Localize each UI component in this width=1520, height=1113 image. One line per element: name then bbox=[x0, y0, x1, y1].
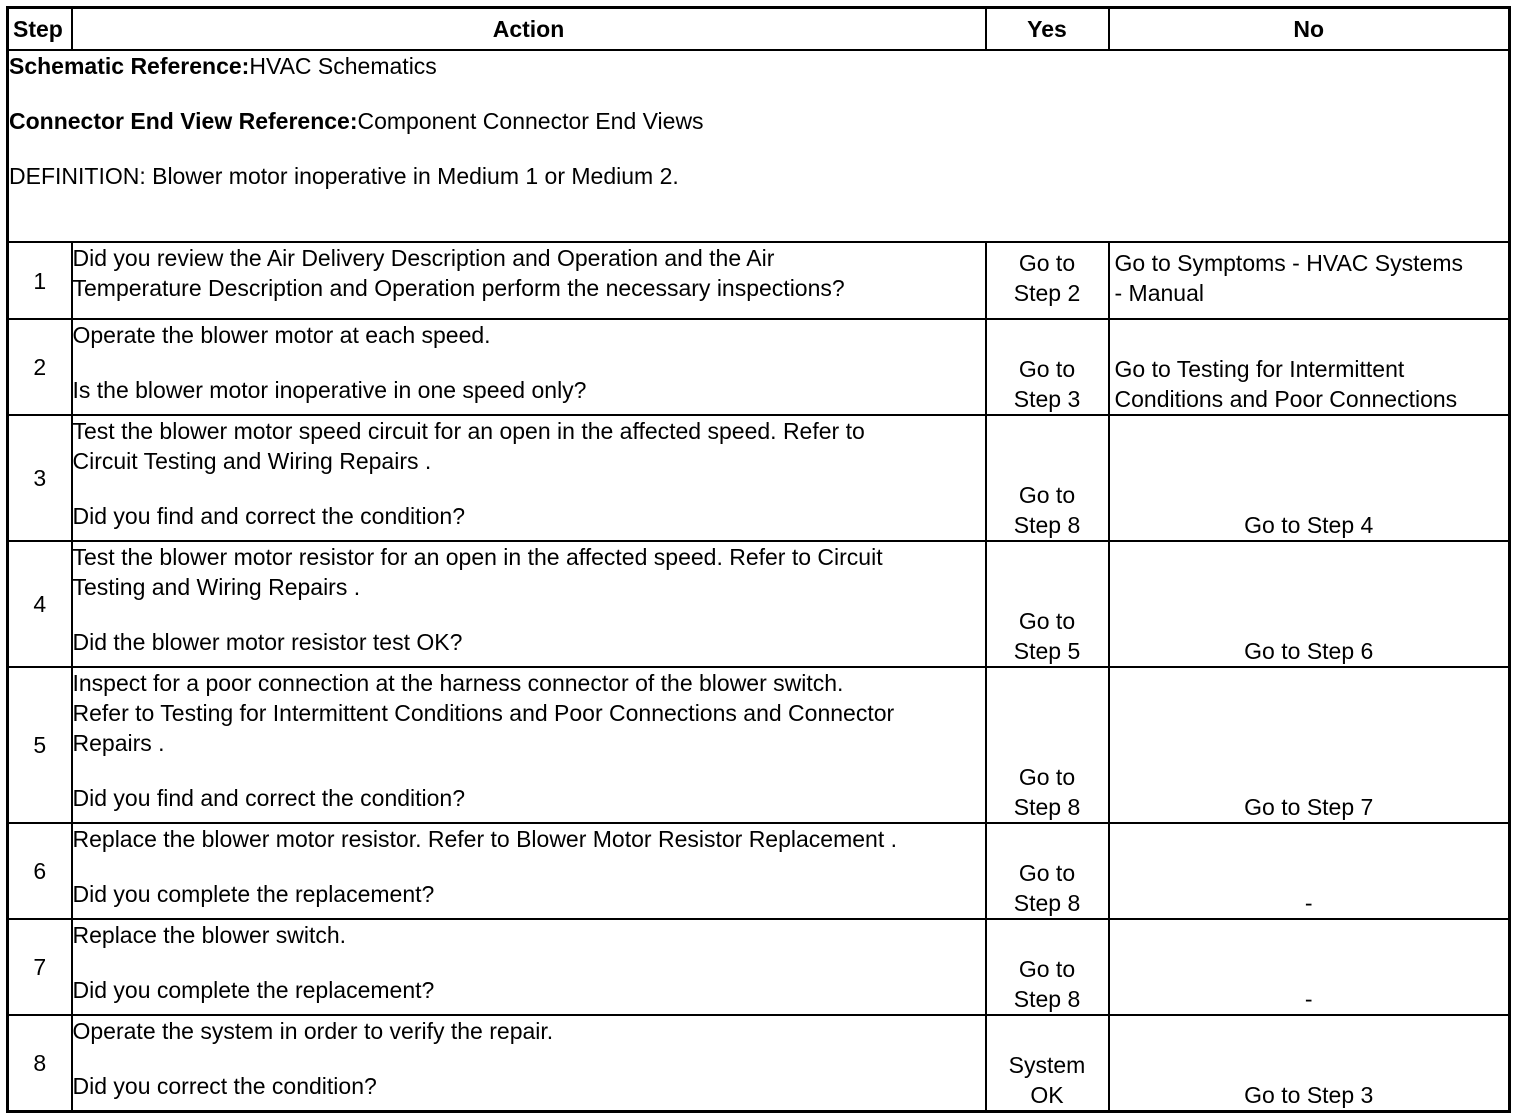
step-number: 3 bbox=[8, 415, 72, 541]
yes-result-line: Go to bbox=[1018, 860, 1076, 886]
no-result[interactable]: Go to Step 3 bbox=[1109, 1015, 1510, 1112]
action-text: Operate the blower motor at each speed. bbox=[72, 322, 491, 348]
action-question: Did you find and correct the condition? bbox=[72, 503, 466, 529]
step-row bbox=[8, 919, 1510, 1015]
yes-result-line: Go to bbox=[1018, 608, 1076, 634]
yes-result-line: Step 8 bbox=[1013, 512, 1081, 538]
step-number: 8 bbox=[8, 1015, 72, 1112]
step-number: 1 bbox=[8, 242, 72, 319]
yes-result-line: Step 8 bbox=[1013, 890, 1081, 916]
step-action bbox=[72, 415, 986, 541]
reference-row bbox=[8, 50, 1510, 242]
step-action bbox=[72, 242, 986, 319]
yes-result-line: Go to bbox=[1018, 482, 1076, 508]
yes-result-line: Step 5 bbox=[1013, 638, 1081, 664]
connector-reference bbox=[9, 106, 1508, 136]
action-question: Did you complete the replacement? bbox=[72, 977, 435, 1003]
step-rows bbox=[8, 242, 1510, 1112]
yes-result[interactable] bbox=[986, 1015, 1109, 1112]
no-result[interactable]: Go to Symptoms - HVAC Systems - Manual bbox=[1109, 242, 1510, 319]
yes-result[interactable] bbox=[986, 667, 1109, 823]
no-result[interactable]: Go to Testing for Intermittent Conditions and Poor Connections bbox=[1109, 319, 1510, 415]
step-number: 7 bbox=[8, 919, 72, 1015]
yes-result[interactable] bbox=[986, 319, 1109, 415]
yes-result[interactable] bbox=[986, 242, 1109, 319]
action-text: Replace the blower switch. bbox=[72, 922, 347, 948]
step-number: 6 bbox=[8, 823, 72, 919]
yes-result-line: Step 8 bbox=[1013, 986, 1081, 1012]
step-number: 2 bbox=[8, 319, 72, 415]
yes-result[interactable] bbox=[986, 541, 1109, 667]
action-question: Is the blower motor inoperative in one speed only? bbox=[72, 377, 587, 403]
header-step: Step bbox=[8, 8, 72, 51]
action-question: Did the blower motor resistor test OK? bbox=[72, 629, 463, 655]
schematic-reference bbox=[9, 51, 1508, 81]
step-row bbox=[8, 242, 1510, 319]
yes-result[interactable] bbox=[986, 415, 1109, 541]
no-result[interactable]: Go to Step 4 bbox=[1109, 415, 1510, 541]
action-text: Test the blower motor speed circuit for an open in the affected speed. Refer to Circuit Testing and Wiring Repairs . bbox=[72, 418, 865, 474]
schematic-reference-link[interactable]: HVAC Schematics bbox=[249, 53, 437, 79]
yes-result-line: Go to bbox=[1018, 764, 1076, 790]
header-action: Action bbox=[72, 8, 986, 51]
header-no: No bbox=[1109, 8, 1510, 51]
no-result[interactable]: - bbox=[1109, 919, 1510, 1015]
diagnostic-table bbox=[6, 6, 1511, 1113]
connector-reference-label: Connector End View Reference: bbox=[9, 108, 358, 134]
yes-result-line: Go to bbox=[1018, 356, 1076, 382]
header-yes: Yes bbox=[986, 8, 1109, 51]
header-row bbox=[8, 8, 1510, 51]
yes-result-line: Go to bbox=[1018, 250, 1076, 276]
action-question: Did you find and correct the condition? bbox=[72, 785, 466, 811]
step-row bbox=[8, 415, 1510, 541]
step-action bbox=[72, 1015, 986, 1112]
step-number: 4 bbox=[8, 541, 72, 667]
step-row bbox=[8, 1015, 1510, 1112]
action-question: Did you correct the condition? bbox=[72, 1073, 377, 1099]
step-row bbox=[8, 541, 1510, 667]
schematic-reference-label: Schematic Reference: bbox=[9, 53, 250, 79]
step-action bbox=[72, 919, 986, 1015]
yes-result-line: Step 8 bbox=[1013, 794, 1081, 820]
yes-result[interactable] bbox=[986, 919, 1109, 1015]
step-row bbox=[8, 667, 1510, 823]
yes-result[interactable] bbox=[986, 823, 1109, 919]
no-result[interactable]: Go to Step 7 bbox=[1109, 667, 1510, 823]
action-text: Test the blower motor resistor for an open in the affected speed. Refer to Circuit Testing and Wiring Repairs . bbox=[72, 544, 883, 600]
step-action bbox=[72, 541, 986, 667]
step-row bbox=[8, 319, 1510, 415]
action-question: Did you complete the replacement? bbox=[72, 881, 435, 907]
yes-result-line: System bbox=[1008, 1052, 1086, 1078]
yes-result-line: Step 2 bbox=[1013, 280, 1081, 306]
action-text: Operate the system in order to verify the repair. bbox=[72, 1018, 554, 1044]
yes-result-line: Step 3 bbox=[1013, 386, 1081, 412]
action-text: Inspect for a poor connection at the harness connector of the blower switch. Refer to Testing for Intermittent Conditions and Poor Connections and Connector Repairs . bbox=[72, 670, 895, 756]
definition-text: DEFINITION: Blower motor inoperative in Medium 1 or Medium 2. bbox=[9, 163, 679, 189]
step-action bbox=[72, 667, 986, 823]
no-result[interactable]: - bbox=[1109, 823, 1510, 919]
action-text: Did you review the Air Delivery Description and Operation and the Air Temperature Description and Operation perform the necessary inspections? bbox=[72, 245, 845, 301]
action-text: Replace the blower motor resistor. Refer to Blower Motor Resistor Replacement . bbox=[72, 826, 897, 852]
connector-reference-link[interactable]: Component Connector End Views bbox=[357, 108, 704, 134]
step-row bbox=[8, 823, 1510, 919]
step-number: 5 bbox=[8, 667, 72, 823]
yes-result-line: OK bbox=[1030, 1082, 1064, 1108]
step-action bbox=[72, 319, 986, 415]
yes-result-line: Go to bbox=[1018, 956, 1076, 982]
reference-cell bbox=[8, 50, 1510, 242]
step-action bbox=[72, 823, 986, 919]
no-result[interactable]: Go to Step 6 bbox=[1109, 541, 1510, 667]
